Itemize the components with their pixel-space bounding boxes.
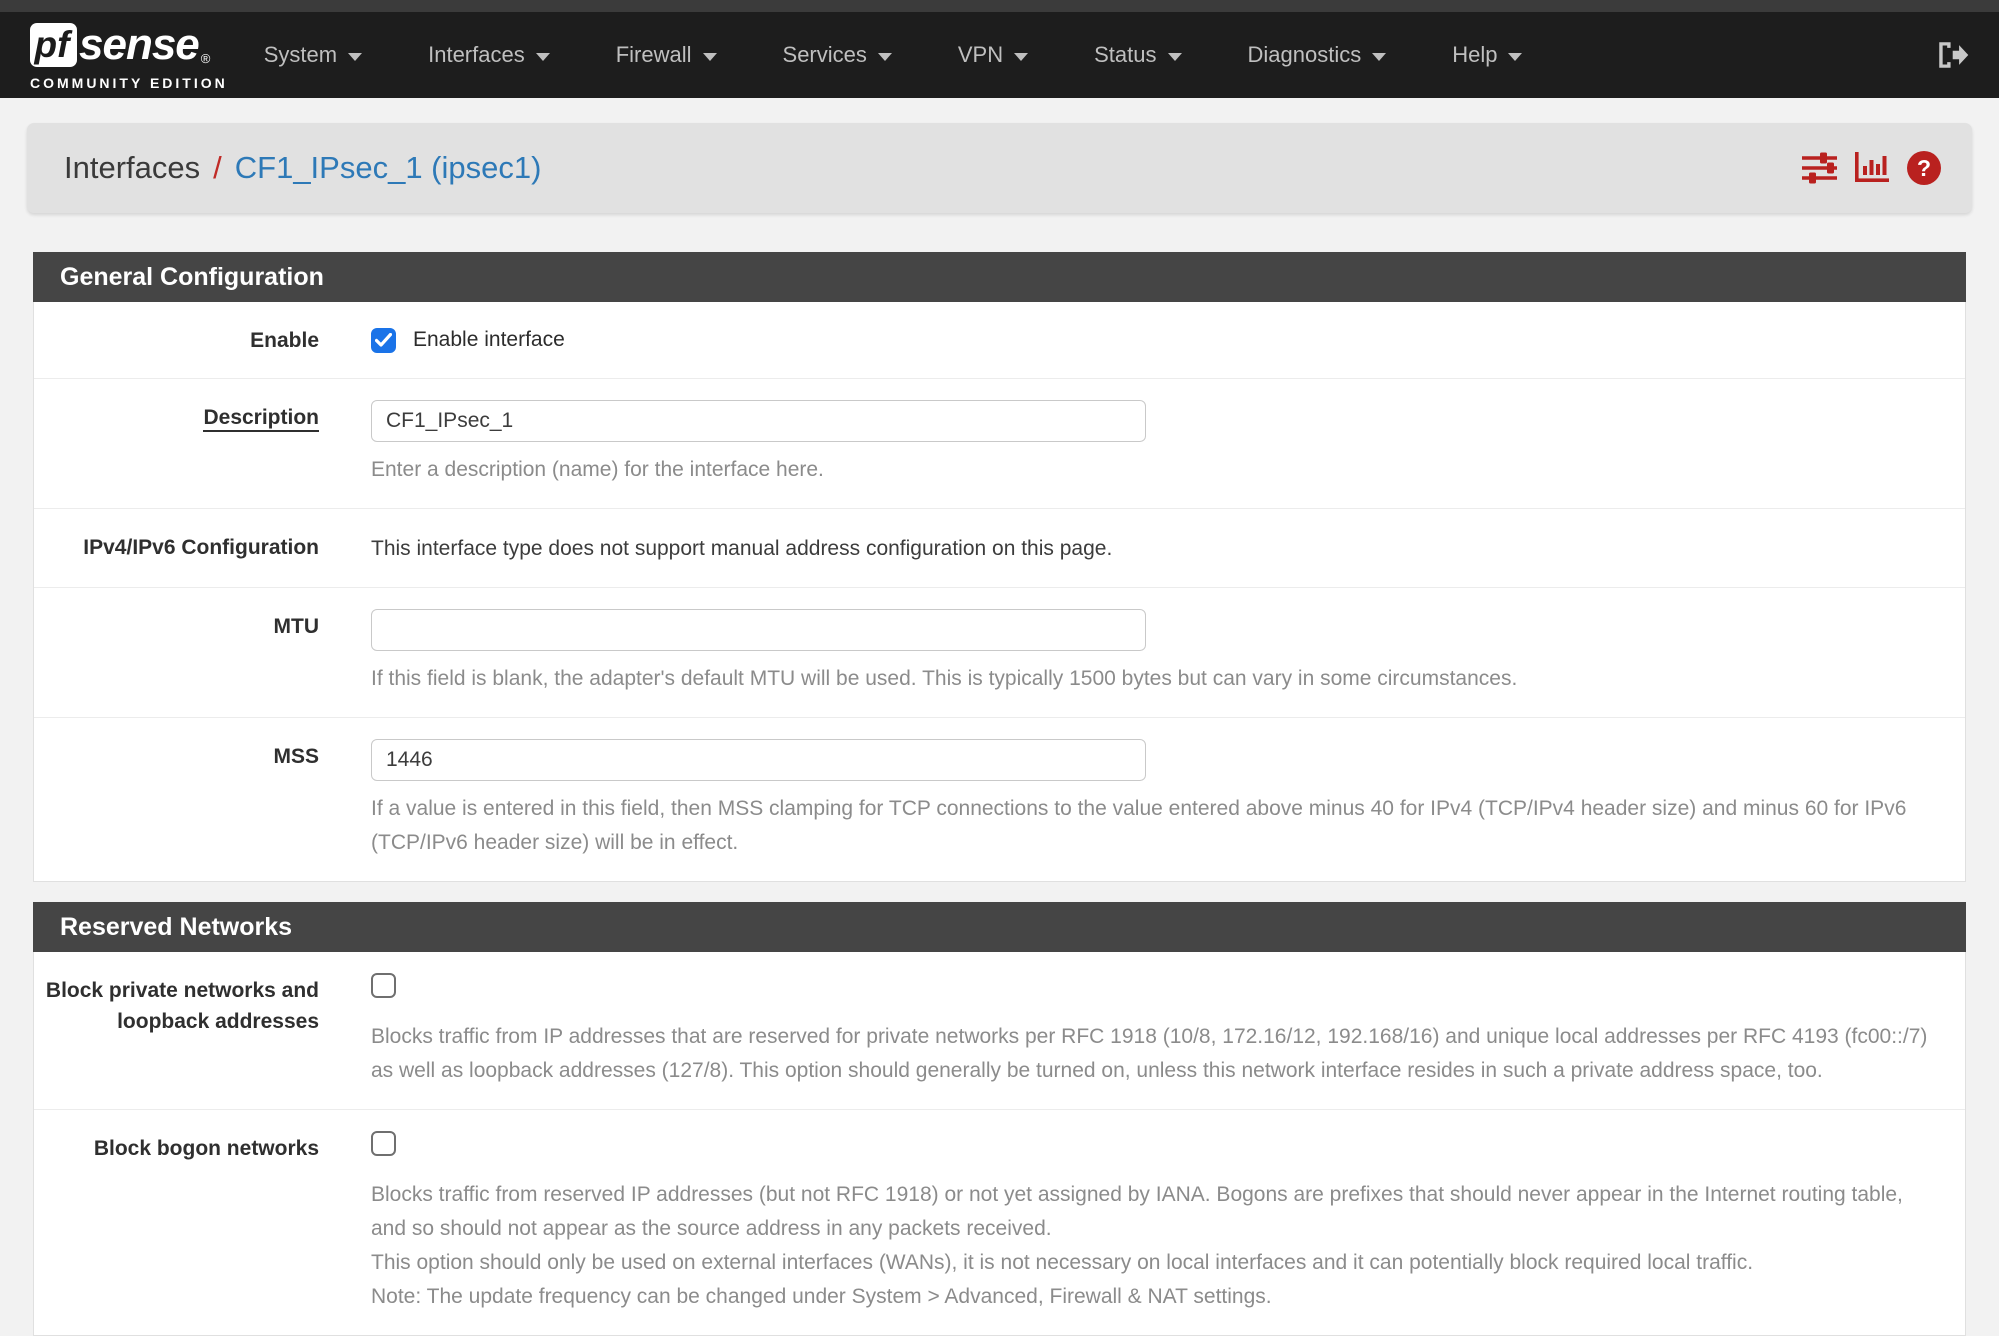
block-bogon-networks-help-text-2: This option should only be used on external interfaces (WANs), it is not necessary on local interfaces and it can potentially block required local traffic. bbox=[371, 1251, 1754, 1274]
description-help-text: Enter a description (name) for the interface here. bbox=[371, 458, 824, 481]
block-bogon-networks-row bbox=[34, 1109, 1965, 1335]
bar-chart-icon[interactable] bbox=[1855, 152, 1889, 184]
ip-configuration-row bbox=[34, 508, 1965, 587]
breadcrumb-separator: / bbox=[213, 150, 222, 185]
nav-item-interfaces[interactable]: Interfaces bbox=[428, 42, 550, 68]
breadcrumb-page-link[interactable]: CF1_IPsec_1 (ipsec1) bbox=[234, 150, 542, 185]
description-row bbox=[34, 378, 1965, 508]
ip-configuration-text: This interface type does not support manual address configuration on this page. bbox=[371, 537, 1113, 560]
mtu-label: MTU bbox=[273, 615, 319, 638]
sliders-icon[interactable] bbox=[1801, 152, 1838, 184]
mtu-input[interactable] bbox=[371, 609, 1146, 651]
block-bogon-networks-help-text-3: Note: The update frequency can be changed under System > Advanced, Firewall & NAT settings. bbox=[371, 1285, 1272, 1308]
panel-title: Reserved Networks bbox=[33, 902, 1966, 952]
mss-help-text: If a value is entered in this field, then MSS clamping for TCP connections to the value entered above minus 40 for IPv4 (TCP/IPv4 header size) and minus 60 for IPv6 (TCP/IPv6 header size) will be in effect. bbox=[371, 797, 1907, 854]
enable-interface-checkbox[interactable] bbox=[371, 328, 396, 353]
mss-row bbox=[34, 717, 1965, 881]
block-private-networks-help-text: Blocks traffic from IP addresses that are reserved for private networks per RFC 1918 (10/8, 172.16/12, 192.168/16) and unique local addresses per RFC 4193 (fc00::/7) as well as loopback addresses (127/8). This option should generally be turned on, unless this network interface resides in such a private address space, too. bbox=[371, 1025, 1928, 1082]
mtu-row bbox=[34, 587, 1965, 717]
panel-title: General Configuration bbox=[33, 252, 1966, 302]
description-input[interactable] bbox=[371, 400, 1146, 442]
sign-out-icon[interactable] bbox=[1935, 39, 1969, 71]
chevron-down-icon bbox=[536, 53, 550, 61]
mtu-help-text: If this field is blank, the adapter's default MTU will be used. This is typically 1500 bytes but can vary in some circumstances. bbox=[371, 667, 1518, 690]
chevron-down-icon bbox=[1372, 53, 1386, 61]
breadcrumb-section: Interfaces bbox=[64, 150, 201, 185]
logo-edition-text: COMMUNITY EDITION bbox=[30, 74, 228, 91]
nav-item-diagnostics[interactable]: Diagnostics bbox=[1248, 42, 1387, 68]
block-bogon-networks-help-text-1: Blocks traffic from reserved IP addresses (but not RFC 1918) or not yet assigned by IANA. Bogons are prefixes that should never appear in the Internet routing table, and so should not appear as the source address in any packets received. bbox=[371, 1183, 1903, 1240]
nav-item-services[interactable]: Services bbox=[783, 42, 892, 68]
window-top-strip bbox=[0, 0, 1999, 12]
chevron-down-icon bbox=[878, 53, 892, 61]
chevron-down-icon bbox=[703, 53, 717, 61]
chevron-down-icon bbox=[1508, 53, 1522, 61]
logo-sense-text: sense bbox=[79, 19, 199, 69]
nav-item-system[interactable]: System bbox=[264, 42, 362, 68]
pfsense-logo[interactable] bbox=[30, 20, 228, 91]
chevron-down-icon bbox=[348, 53, 362, 61]
nav-item-status[interactable]: Status bbox=[1094, 42, 1181, 68]
pf-logo-mark: pf bbox=[30, 23, 77, 67]
enable-label: Enable bbox=[250, 329, 319, 352]
block-private-networks-row bbox=[34, 952, 1965, 1109]
top-navbar bbox=[0, 12, 1999, 98]
nav-item-help[interactable]: Help bbox=[1452, 42, 1522, 68]
mss-input[interactable] bbox=[371, 739, 1146, 781]
breadcrumb bbox=[27, 123, 1972, 213]
nav-menu bbox=[264, 42, 1589, 68]
nav-item-firewall[interactable]: Firewall bbox=[616, 42, 717, 68]
general-configuration-panel bbox=[33, 252, 1966, 882]
chevron-down-icon bbox=[1168, 53, 1182, 61]
nav-item-vpn[interactable]: VPN bbox=[958, 42, 1028, 68]
enable-interface-label: Enable interface bbox=[413, 328, 565, 351]
block-bogon-networks-label: Block bogon networks bbox=[93, 1137, 319, 1160]
svg-text:?: ? bbox=[1916, 155, 1932, 181]
mss-label: MSS bbox=[273, 745, 319, 768]
help-circle-icon[interactable] bbox=[1906, 150, 1942, 186]
block-bogon-networks-checkbox[interactable] bbox=[371, 1131, 396, 1156]
enable-row bbox=[34, 302, 1965, 378]
block-private-networks-label: Block private networks and loopback addresses bbox=[45, 979, 319, 1033]
reserved-networks-panel bbox=[33, 902, 1966, 1336]
block-private-networks-checkbox[interactable] bbox=[371, 973, 396, 998]
chevron-down-icon bbox=[1014, 53, 1028, 61]
ip-configuration-label: IPv4/IPv6 Configuration bbox=[83, 536, 319, 559]
description-label: Description bbox=[203, 406, 319, 432]
registered-mark: ® bbox=[200, 50, 211, 66]
